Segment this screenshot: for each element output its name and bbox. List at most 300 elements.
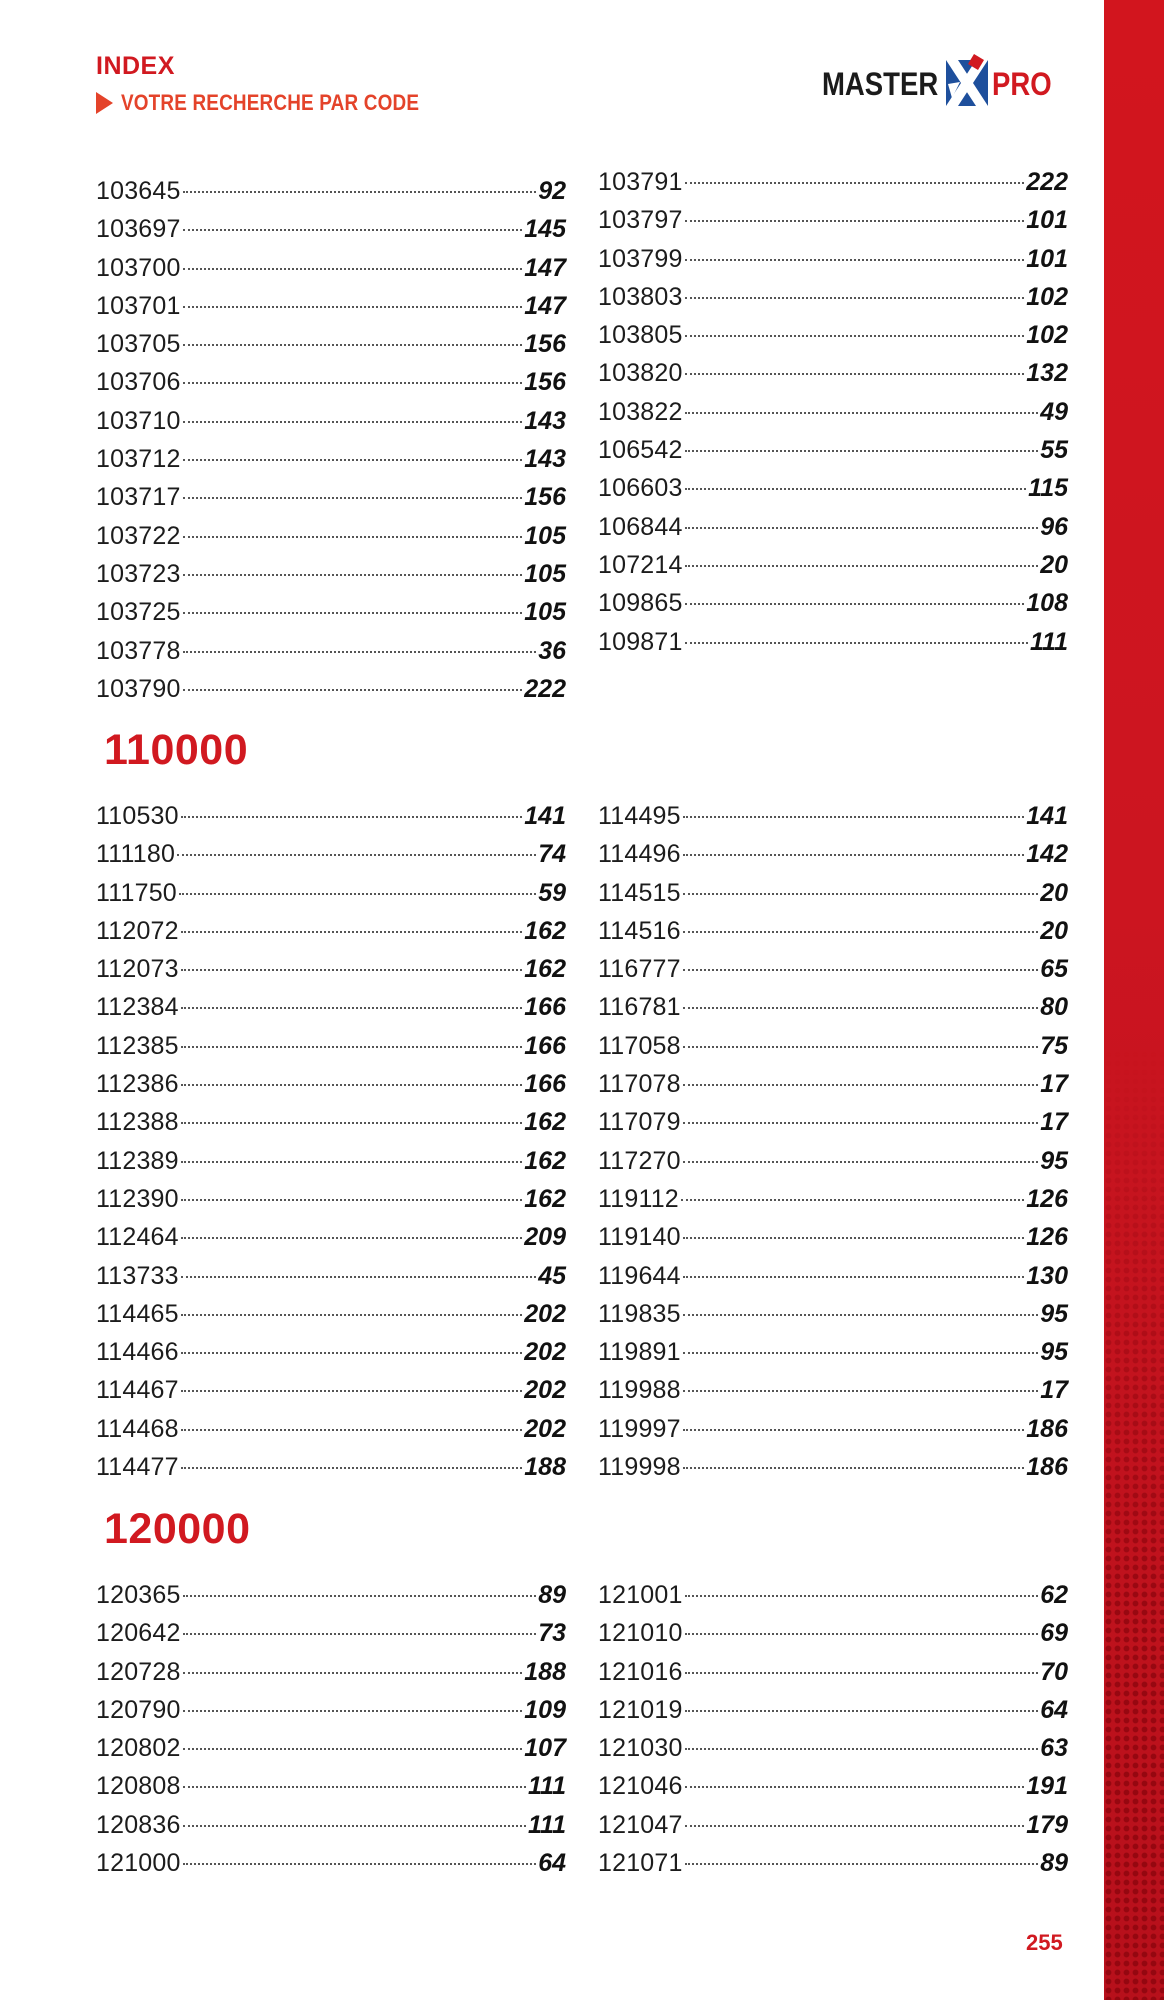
entry-page-number: 166: [524, 993, 566, 1022]
dot-leader: [183, 689, 523, 691]
index-entry: [598, 508, 1068, 546]
dot-leader: [685, 335, 1025, 337]
entry-page-number: 80: [1040, 993, 1068, 1022]
entry-code: 121071: [598, 1849, 683, 1878]
dot-leader: [683, 1467, 1025, 1469]
index-entry: [598, 469, 1068, 507]
entry-page-number: 147: [524, 291, 566, 320]
index-entry: [598, 988, 1068, 1026]
index-entry: [598, 797, 1068, 835]
index-column-top-left: [96, 172, 566, 708]
dot-leader: [685, 1595, 1039, 1597]
entry-code: 103725: [96, 598, 181, 627]
index-entry: [598, 1103, 1068, 1141]
halftone-pattern: [1104, 1050, 1164, 2000]
logo-word-pro: PRO: [992, 66, 1052, 102]
index-entry: [598, 354, 1068, 392]
entry-page-number: 107: [524, 1734, 566, 1763]
entry-code: 103717: [96, 483, 181, 512]
dot-leader: [683, 1352, 1038, 1354]
entry-code: 113733: [96, 1261, 179, 1290]
index-entry: [598, 1257, 1068, 1295]
index-entry: [598, 584, 1068, 622]
index-entry: [96, 1691, 566, 1729]
subtitle-text: VOTRE RECHERCHE PAR CODE: [121, 90, 420, 115]
dot-leader: [683, 1161, 1038, 1163]
index-entry: [598, 1371, 1068, 1409]
entry-code: 121019: [598, 1695, 683, 1724]
entry-code: 103723: [96, 559, 181, 588]
index-entry: [598, 1065, 1068, 1103]
entry-code: 103706: [96, 368, 181, 397]
page-number: 255: [1026, 1930, 1063, 1955]
entry-code: 107214: [598, 550, 683, 579]
index-entry: [598, 1333, 1068, 1371]
dot-leader: [183, 382, 523, 384]
index-entry: [96, 440, 566, 478]
dot-leader: [183, 1672, 523, 1674]
entry-code: 111750: [96, 878, 177, 907]
entry-page-number: 89: [1040, 1849, 1068, 1878]
entry-page-number: 202: [524, 1299, 566, 1328]
entry-code: 103697: [96, 215, 181, 244]
dot-leader: [685, 259, 1025, 261]
entry-code: 112073: [96, 955, 179, 984]
entry-code: 120836: [96, 1810, 181, 1839]
entry-page-number: 143: [524, 406, 566, 435]
entry-page-number: 115: [1028, 474, 1068, 503]
index-entry: [598, 1614, 1068, 1652]
entry-page-number: 59: [538, 878, 566, 907]
entry-code: 109871: [598, 627, 683, 656]
dot-leader: [683, 893, 1038, 895]
entry-page-number: 156: [524, 483, 566, 512]
dot-leader: [181, 931, 523, 933]
dot-leader: [683, 931, 1038, 933]
index-column-120000-left: [96, 1576, 566, 1882]
entry-page-number: 20: [1040, 550, 1068, 579]
entry-code: 112390: [96, 1184, 179, 1213]
entry-code: 112385: [96, 1031, 179, 1060]
index-column-110000-left: [96, 797, 566, 1486]
entry-code: 121046: [598, 1772, 683, 1801]
play-arrow-icon: [96, 92, 113, 114]
entry-page-number: 162: [524, 1184, 566, 1213]
entry-page-number: 142: [1026, 840, 1068, 869]
entry-code: 119891: [598, 1338, 681, 1367]
dot-leader: [683, 1237, 1025, 1239]
entry-page-number: 109: [524, 1695, 566, 1724]
entry-page-number: 186: [1026, 1453, 1068, 1482]
index-entry: [96, 1806, 566, 1844]
entry-code: 103705: [96, 330, 181, 359]
dot-leader: [181, 1429, 523, 1431]
entry-page-number: 166: [524, 1070, 566, 1099]
index-entry: [96, 1371, 566, 1409]
index-entry: [96, 1767, 566, 1805]
dot-leader: [685, 1748, 1039, 1750]
entry-page-number: 202: [524, 1414, 566, 1443]
entry-page-number: 147: [524, 253, 566, 282]
dot-leader: [683, 969, 1038, 971]
entry-code: 103712: [96, 445, 181, 474]
entry-code: 103803: [598, 282, 683, 311]
entry-page-number: 63: [1040, 1734, 1068, 1763]
entry-page-number: 156: [524, 330, 566, 359]
dot-leader: [685, 1633, 1039, 1635]
entry-code: 121010: [598, 1619, 683, 1648]
entry-code: 114468: [96, 1414, 179, 1443]
index-entry: [598, 431, 1068, 469]
dot-leader: [181, 969, 523, 971]
index-entry: [96, 1448, 566, 1486]
dot-leader: [181, 1199, 523, 1201]
entry-page-number: 105: [524, 598, 566, 627]
index-entry: [598, 1410, 1068, 1448]
entry-code: 103805: [598, 321, 683, 350]
dot-leader: [685, 450, 1039, 452]
entry-code: 117058: [598, 1031, 681, 1060]
entry-code: 112388: [96, 1108, 179, 1137]
entry-page-number: 202: [524, 1376, 566, 1405]
dot-leader: [181, 1314, 523, 1316]
index-entry: [96, 670, 566, 708]
entry-code: 112384: [96, 993, 179, 1022]
entry-code: 119644: [598, 1261, 681, 1290]
logo-word-master: MASTER: [822, 66, 939, 102]
index-entry: [96, 1576, 566, 1614]
dot-leader: [683, 1046, 1038, 1048]
index-entry: [96, 1729, 566, 1767]
index-entry: [96, 1844, 566, 1882]
entry-code: 112464: [96, 1223, 179, 1252]
dot-leader: [181, 1046, 523, 1048]
index-entry: [598, 835, 1068, 873]
index-entry: [598, 1142, 1068, 1180]
dot-leader: [183, 612, 523, 614]
index-entry: [96, 1333, 566, 1371]
entry-code: 119140: [598, 1223, 681, 1252]
entry-code: 103799: [598, 244, 683, 273]
dot-leader: [683, 854, 1025, 856]
index-entry: [96, 517, 566, 555]
index-entry: [96, 1103, 566, 1141]
index-entry: [598, 1729, 1068, 1767]
dot-leader: [181, 816, 523, 818]
entry-code: 109865: [598, 589, 683, 618]
entry-page-number: 108: [1026, 589, 1068, 618]
dot-leader: [685, 1672, 1039, 1674]
dot-leader: [683, 1314, 1038, 1316]
index-entry: [96, 402, 566, 440]
dot-leader: [683, 1084, 1038, 1086]
index-entry: [598, 316, 1068, 354]
index-entry: [598, 393, 1068, 431]
dot-leader: [181, 1467, 523, 1469]
entry-code: 117270: [598, 1146, 681, 1175]
entry-page-number: 102: [1026, 321, 1068, 350]
entry-page-number: 126: [1026, 1223, 1068, 1252]
dot-leader: [183, 306, 523, 308]
index-entry: [598, 623, 1068, 661]
entry-code: 103797: [598, 206, 683, 235]
section-heading-110000: 110000: [104, 726, 249, 774]
entry-code: 120728: [96, 1657, 181, 1686]
entry-page-number: 17: [1040, 1070, 1068, 1099]
dot-leader: [685, 220, 1025, 222]
entry-code: 120802: [96, 1734, 181, 1763]
entry-code: 103645: [96, 177, 181, 205]
entry-page-number: 132: [1026, 359, 1068, 388]
entry-page-number: 191: [1026, 1772, 1068, 1801]
entry-code: 103790: [96, 674, 181, 703]
index-entry: [598, 1576, 1068, 1614]
index-entry: [96, 950, 566, 988]
entry-code: 120365: [96, 1581, 181, 1609]
entry-code: 119997: [598, 1414, 681, 1443]
index-entry: [96, 835, 566, 873]
dot-leader: [683, 1007, 1038, 1009]
entry-code: 106844: [598, 512, 683, 541]
index-entry: [598, 278, 1068, 316]
dot-leader: [685, 1710, 1039, 1712]
entry-code: 103700: [96, 253, 181, 282]
entry-code: 121030: [598, 1734, 683, 1763]
index-entry: [598, 201, 1068, 239]
dot-leader: [683, 1390, 1038, 1392]
entry-page-number: 105: [524, 559, 566, 588]
dot-leader: [181, 1276, 536, 1278]
entry-page-number: 105: [524, 521, 566, 550]
entry-code: 112072: [96, 916, 179, 945]
index-entry: [598, 1691, 1068, 1729]
entry-code: 114477: [96, 1453, 179, 1482]
entry-page-number: 145: [524, 215, 566, 244]
dot-leader: [183, 1710, 523, 1712]
entry-page-number: 36: [538, 636, 566, 665]
entry-page-number: 20: [1040, 916, 1068, 945]
index-entry: [96, 325, 566, 363]
logo-star-icon: [938, 54, 992, 110]
entry-page-number: 162: [524, 1108, 566, 1137]
dot-leader: [685, 603, 1025, 605]
entry-code: 119998: [598, 1453, 681, 1482]
index-entry: [598, 1653, 1068, 1691]
entry-page-number: 111: [527, 1772, 566, 1801]
entry-page-number: 89: [538, 1581, 566, 1609]
entry-page-number: 143: [524, 445, 566, 474]
dot-leader: [183, 1786, 526, 1788]
index-entry: [96, 1218, 566, 1256]
entry-page-number: 186: [1026, 1414, 1068, 1443]
index-entry: [96, 249, 566, 287]
entry-code: 114516: [598, 916, 681, 945]
entry-page-number: 101: [1026, 244, 1068, 273]
index-entry: [598, 1767, 1068, 1805]
entry-page-number: 74: [538, 840, 566, 869]
entry-page-number: 95: [1040, 1338, 1068, 1367]
entry-page-number: 188: [524, 1453, 566, 1482]
entry-code: 106603: [598, 474, 683, 503]
index-entry: [598, 912, 1068, 950]
entry-code: 121001: [598, 1581, 683, 1609]
entry-page-number: 17: [1040, 1376, 1068, 1405]
dot-leader: [183, 651, 537, 653]
entry-page-number: 64: [1040, 1695, 1068, 1724]
entry-code: 117079: [598, 1108, 681, 1137]
index-entry: [96, 287, 566, 325]
section-heading-120000: 120000: [104, 1505, 251, 1553]
index-column-110000-right: [598, 797, 1068, 1486]
dot-leader: [181, 1007, 523, 1009]
entry-code: 103701: [96, 291, 181, 320]
index-entry: [96, 1027, 566, 1065]
entry-page-number: 162: [524, 1146, 566, 1175]
entry-code: 116781: [598, 993, 681, 1022]
entry-code: 121047: [598, 1810, 683, 1839]
entry-page-number: 202: [524, 1338, 566, 1367]
entry-page-number: 141: [1026, 802, 1068, 830]
dot-leader: [681, 1199, 1024, 1201]
index-entry: [598, 1844, 1068, 1882]
dot-leader: [683, 1122, 1038, 1124]
entry-code: 120642: [96, 1619, 181, 1648]
dot-leader: [181, 1390, 523, 1392]
entry-page-number: 162: [524, 916, 566, 945]
dot-leader: [683, 1276, 1025, 1278]
index-entry: [598, 874, 1068, 912]
dot-leader: [683, 1429, 1025, 1431]
entry-page-number: 92: [538, 177, 566, 205]
index-entry: [96, 555, 566, 593]
dot-leader: [183, 497, 523, 499]
index-entry: [96, 1410, 566, 1448]
index-entry: [96, 632, 566, 670]
index-entry: [598, 240, 1068, 278]
dot-leader: [181, 1237, 523, 1239]
index-entry: [598, 1295, 1068, 1333]
entry-code: 114515: [598, 878, 681, 907]
index-entry: [598, 1448, 1068, 1486]
dot-leader: [177, 854, 536, 856]
index-entry: [96, 874, 566, 912]
index-entry: [598, 163, 1068, 201]
entry-page-number: 75: [1040, 1031, 1068, 1060]
dot-leader: [183, 344, 523, 346]
decorative-side-band: [1104, 0, 1164, 2000]
entry-page-number: 64: [538, 1849, 566, 1878]
entry-page-number: 222: [1026, 168, 1068, 196]
entry-page-number: 95: [1040, 1299, 1068, 1328]
index-entry: [598, 1218, 1068, 1256]
index-entry: [598, 1027, 1068, 1065]
entry-code: 103778: [96, 636, 181, 665]
dot-leader: [181, 1122, 523, 1124]
entry-code: 120808: [96, 1772, 181, 1801]
index-column-top-right: [598, 163, 1068, 661]
index-entry: [598, 546, 1068, 584]
entry-page-number: 73: [538, 1619, 566, 1648]
entry-page-number: 65: [1040, 955, 1068, 984]
entry-code: 121000: [96, 1849, 181, 1878]
entry-page-number: 101: [1026, 206, 1068, 235]
entry-code: 121016: [598, 1657, 683, 1686]
index-entry: [96, 172, 566, 210]
entry-page-number: 162: [524, 955, 566, 984]
page-title: INDEX: [96, 52, 175, 80]
entry-page-number: 69: [1040, 1619, 1068, 1648]
index-entry: [96, 363, 566, 401]
dot-leader: [183, 1595, 537, 1597]
entry-code: 114496: [598, 840, 681, 869]
entry-page-number: 102: [1026, 282, 1068, 311]
index-entry: [96, 1065, 566, 1103]
index-entry: [96, 1257, 566, 1295]
entry-page-number: 209: [524, 1223, 566, 1252]
index-entry: [96, 1614, 566, 1652]
index-entry: [598, 1806, 1068, 1844]
entry-code: 103791: [598, 168, 683, 196]
dot-leader: [183, 421, 523, 423]
dot-leader: [685, 527, 1039, 529]
dot-leader: [183, 268, 523, 270]
entry-page-number: 166: [524, 1031, 566, 1060]
index-entry: [598, 1180, 1068, 1218]
page-subtitle: [96, 90, 468, 116]
dot-leader: [183, 536, 523, 538]
entry-code: 103820: [598, 359, 683, 388]
entry-code: 114495: [598, 802, 681, 830]
dot-leader: [685, 1786, 1025, 1788]
entry-code: 103722: [96, 521, 181, 550]
entry-page-number: 49: [1040, 397, 1068, 426]
entry-code: 116777: [598, 955, 681, 984]
entry-code: 103710: [96, 406, 181, 435]
dot-leader: [183, 1748, 523, 1750]
index-entry: [96, 1142, 566, 1180]
entry-code: 119112: [598, 1184, 679, 1213]
entry-page-number: 62: [1040, 1581, 1068, 1609]
index-entry: [96, 1653, 566, 1691]
dot-leader: [181, 1352, 523, 1354]
dot-leader: [685, 488, 1027, 490]
entry-code: 114467: [96, 1376, 179, 1405]
entry-code: 114466: [96, 1338, 179, 1367]
entry-page-number: 70: [1040, 1657, 1068, 1686]
index-entry: [96, 478, 566, 516]
dot-leader: [683, 816, 1025, 818]
dot-leader: [183, 1633, 537, 1635]
entry-code: 103822: [598, 397, 683, 426]
dot-leader: [685, 1825, 1025, 1827]
dot-leader: [179, 893, 536, 895]
entry-code: 106542: [598, 436, 683, 465]
dot-leader: [685, 412, 1039, 414]
dot-leader: [183, 229, 523, 231]
dot-leader: [181, 1161, 523, 1163]
index-entry: [96, 1295, 566, 1333]
entry-code: 114465: [96, 1299, 179, 1328]
dot-leader: [685, 642, 1028, 644]
index-entry: [598, 950, 1068, 988]
entry-page-number: 188: [524, 1657, 566, 1686]
entry-code: 112389: [96, 1146, 179, 1175]
dot-leader: [181, 1084, 523, 1086]
entry-page-number: 111: [1029, 627, 1068, 656]
entry-code: 117078: [598, 1070, 681, 1099]
index-entry: [96, 912, 566, 950]
entry-page-number: 20: [1040, 878, 1068, 907]
